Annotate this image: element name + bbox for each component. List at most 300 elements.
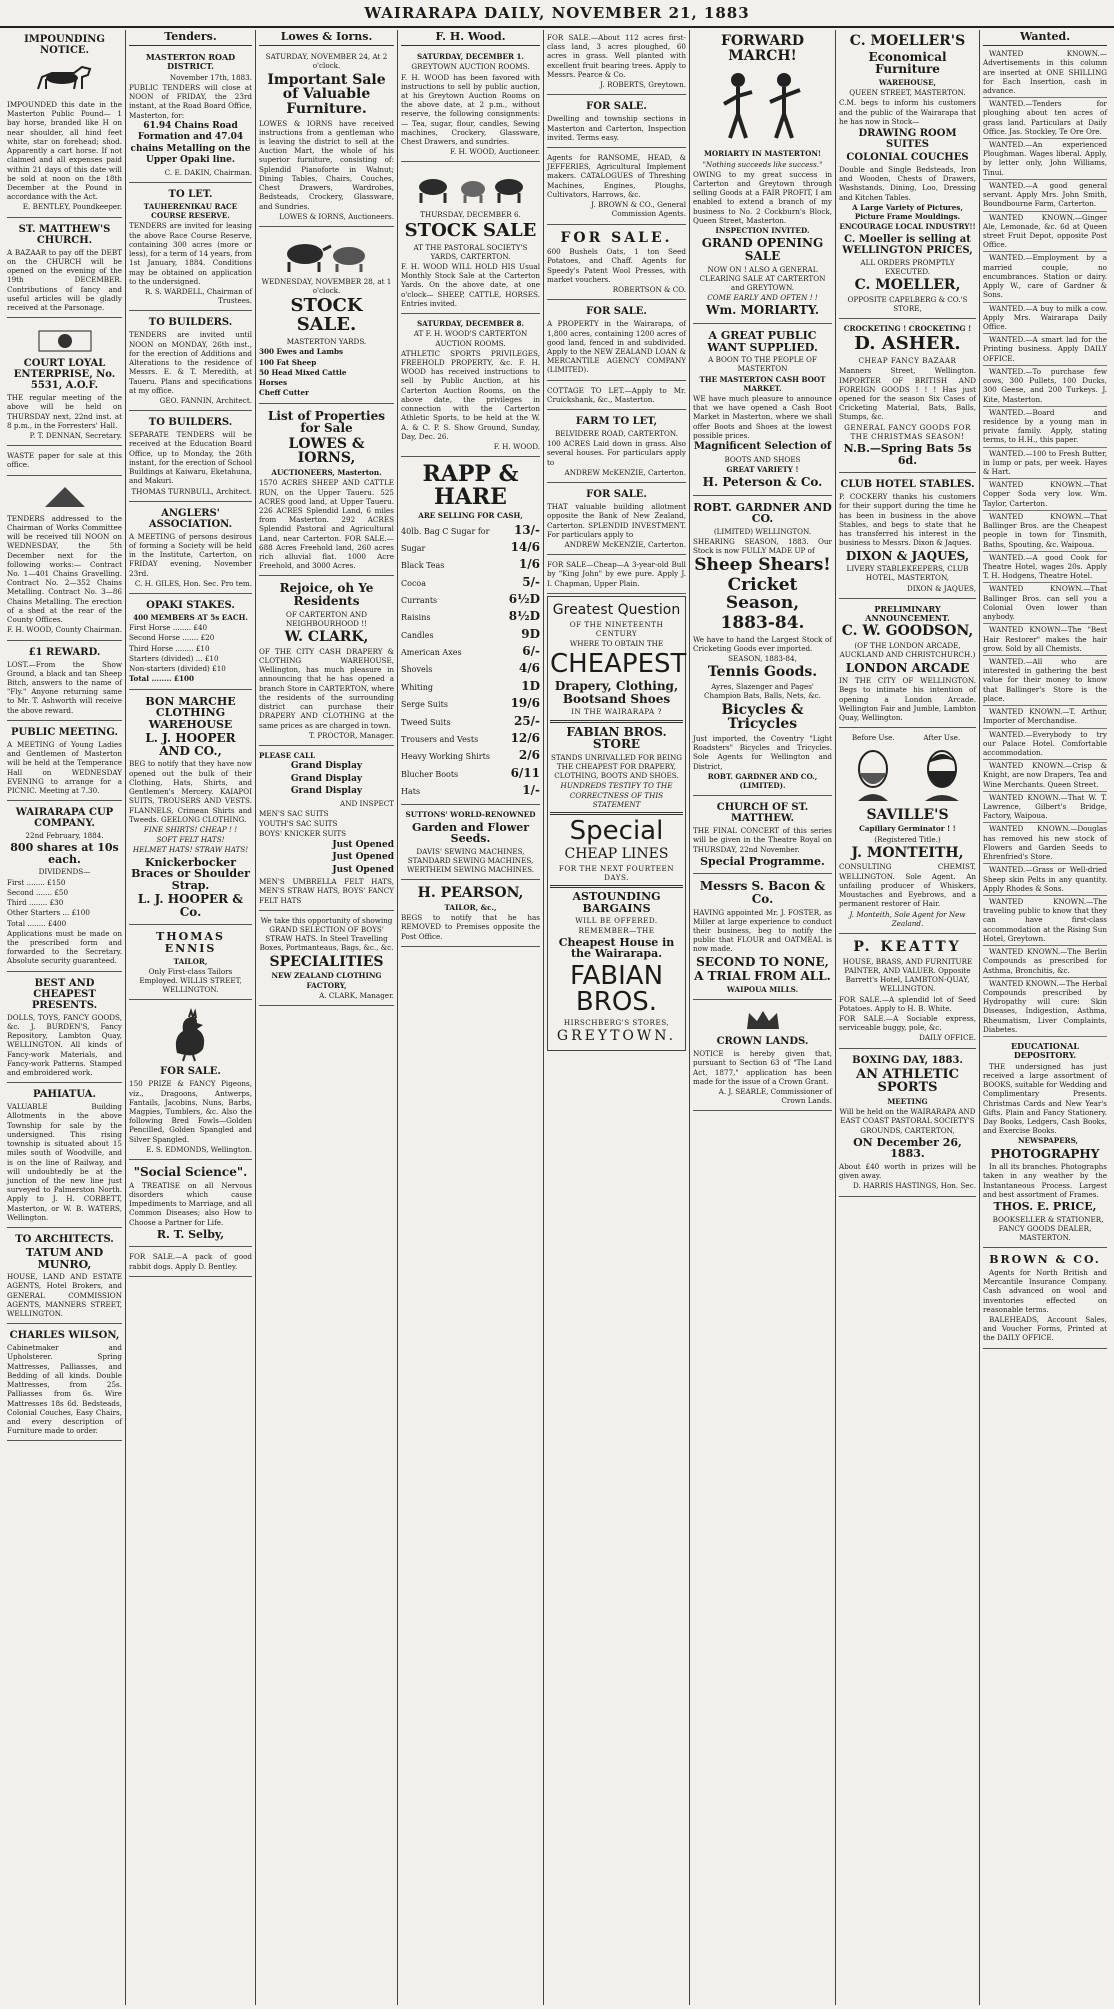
wanted-item: WANTED.—An experienced Ploughman. Wages liberal. Apply, by letter only, John Williams, Tinui. xyxy=(983,140,1107,180)
grocer-item-label: 40lb. Bag C Sugar for xyxy=(401,526,490,536)
ad-headline: DRAWING ROOM SUITES xyxy=(858,127,957,150)
grocer-item xyxy=(401,696,540,711)
ad-signature: T. PROCTOR, Manager. xyxy=(309,730,394,740)
ad-body: ENCOURAGE LOCAL INDUSTRY!! xyxy=(839,222,976,232)
wanted-item: WANTED.—Tenders for ploughing about ten acres of grass land. Particulars at Daily Office. Jas. Stockley, Te Ore Ore. xyxy=(983,99,1107,139)
ad-subtitle: A BOON TO THE PEOPLE OF MASTERTON xyxy=(708,355,817,374)
wanted-item: WANTED.—Employment by a married couple, no encumbrances. Station or dairy. Apply W., care of Gardner & Sons. xyxy=(983,253,1107,302)
ad-body: We have to hand the Largest Stock of Cricketing Goods ever imported. xyxy=(693,634,832,653)
ad-title: CROWN LANDS. xyxy=(716,1036,809,1048)
wanted-item: WANTED.—100 to Fresh Butter, in lump or pats, per week. Hayes & Hart. xyxy=(983,449,1107,480)
ad-body: CONSULTING CHEMIST, WELLINGTON. Sole Agent. An unfailing producer of Whiskers, Moustaches and Eyebrows, and a permanent restorer of Hair. xyxy=(839,862,976,909)
builders-tender-1 xyxy=(129,313,252,411)
ad-title: EDUCATIONAL DEPOSITORY. xyxy=(1011,1041,1079,1060)
ad-signature: C. H. GILES, Hon. Sec. Pro tem. xyxy=(134,578,252,588)
grocer-item-label: Blucher Boots xyxy=(401,769,459,779)
grocer-item-price: 6/- xyxy=(522,644,540,659)
ad-body: Double and Single Bedsteads, Iron and Wooden, Chests of Drawers, Washstands, Dining, Loo, Dressing and Kitchen Tables. xyxy=(839,164,976,202)
ad-headline: N.B.—Spring Bats 5s 6d. xyxy=(843,442,972,467)
grocer-item xyxy=(401,592,540,607)
ad-subtitle: HIRSCHBERG'S STORES, xyxy=(563,1017,670,1027)
ad-title: PLEASE CALL xyxy=(259,750,316,760)
ad-headline: Cheapest House in the Wairarapa. xyxy=(558,935,675,961)
ad-subtitle: DIVIDENDS— xyxy=(38,867,91,877)
ad-date: WEDNESDAY, NOVEMBER 28, at 1 o'clock. xyxy=(261,276,392,296)
ad-signature: C. E. DAKIN, Chairman. xyxy=(164,167,252,177)
implements-ad xyxy=(547,150,686,225)
ad-title: SUTTONS' WORLD-RENOWNED xyxy=(405,810,536,820)
prize-line: Non-starters (divided) £10 xyxy=(129,664,226,674)
ad-title: FOR SALE. xyxy=(586,489,647,501)
ad-body: HAVING appointed Mr. J. FOSTER, as Miller at large experience to conduct their business, beg to notify the public that FLOUR and OATMEAL is now made. xyxy=(693,907,832,954)
dividend-line: First ........ £150 xyxy=(7,877,66,887)
grocer-item xyxy=(401,557,540,572)
ad-subtitle: WAREHOUSE, xyxy=(878,77,937,87)
ad-headline: CHEAPEST xyxy=(550,649,687,680)
ad-subtitle: IN THE WAIRARAPA ? xyxy=(571,707,662,717)
grocer-item-price: 14/6 xyxy=(510,539,540,554)
ad-body: 100 ACRES Laid down in grass. Also several houses. For particulars apply to xyxy=(547,439,686,467)
ad-title: Important Sale of Valuable Furniture. xyxy=(267,71,386,117)
column-heading: F. H. Wood. xyxy=(401,30,540,46)
ad-title: WAIRARAPA CUP COMPANY. xyxy=(15,807,114,830)
ad-body: COME EARLY AND OFTEN ! ! xyxy=(707,293,818,303)
grocer-item-price: 19/6 xyxy=(510,696,540,711)
anglers-association xyxy=(129,504,252,594)
wood-sports-sale xyxy=(401,316,540,457)
ad-title: "Social Science". xyxy=(133,1165,248,1180)
ad-signature: J. Monteith, Sole Agent for New Zealand. xyxy=(849,909,966,928)
saville-ad xyxy=(839,730,976,934)
display-item: YOUTH'S SAC SUITS xyxy=(259,819,338,829)
ad-signature: D. HARRIS HASTINGS, Hon. Sec. xyxy=(853,1181,976,1191)
ad-quote: "Nothing succeeds like success." xyxy=(702,159,823,169)
wanted-item: WANTED KNOWN—The "Best Hair Restorer" makes the hair grow. Sold by all Chemists. xyxy=(983,625,1107,656)
wanted-item: WANTED.—Grass or Well-dried Sheep skin Pelts in any quantity. Apply Rhodes & Sons. xyxy=(983,865,1107,896)
ad-body: WILL BE OFFERED. REMEMBER—THE xyxy=(575,916,658,935)
ad-title: Greatest Question xyxy=(552,601,681,618)
grocer-item-label: Currants xyxy=(401,596,438,606)
wanted-item: WANTED KNOWN.—That W. T. Lawrence, Gilbert's Bridge, Factory, Waipoua. xyxy=(983,793,1107,824)
impounding-notice xyxy=(7,30,122,218)
ad-title: THOMAS ENNIS xyxy=(156,930,225,955)
ad-body: Dwelling and township sections in Masterton and Carterton, Inspection invited. Terms easy. xyxy=(547,114,686,142)
ad-title: FOR SALE. xyxy=(586,306,647,318)
ad-body: FOR SALE.—A splendid lot of Seed Potatoes. Apply to H. B. White. xyxy=(839,994,976,1013)
grocer-item-price: 13/- xyxy=(513,522,540,537)
moriarty-ad xyxy=(693,30,832,324)
ad-subtitle: (LIMITED) WELLINGTON. xyxy=(713,526,812,536)
grocer-item xyxy=(401,731,540,746)
ad-body: IN THE CITY OF WELLINGTON. Begs to intimate his intention of opening a London Arcade. Wellington Fair and Jumble, Lambton Quay, Wellington. xyxy=(839,676,976,722)
ad-body: LOWES & IORNS have received instructions from a gentleman who is leaving the district to sell at the Auction Mart, the whole of his superior furniture, consisting of: Splendid Pianoforte in Walnut; Dining Tables, Chairs, Couches, Chest Drawers, Wardrobes, Bedsteads, Crockery, Glassware, and Sundries. xyxy=(259,118,394,211)
ad-body: About £40 worth in prizes will be given away. xyxy=(839,1161,976,1181)
ad-body: We take this opportunity of showing GRAND SELECTION OF BOYS' STRAW HATS. In Steel Travelling Boxes, Portmanteaus, Bags, &c., &c. xyxy=(259,915,394,953)
cottage-let xyxy=(547,383,686,410)
ad-subtitle: GENERAL FANCY GOODS FOR THE CHRISTMAS SEASON! xyxy=(844,422,971,441)
grocer-item-price: 1/6 xyxy=(518,557,540,572)
ad-headline: LONDON ARCADE xyxy=(845,660,970,675)
ad-title: FOR SALE. xyxy=(560,229,673,246)
ad-signature: C. MOELLER, xyxy=(854,276,961,293)
farm-let xyxy=(547,412,686,483)
ad-body: FOR THE NEXT FOURTEEN DAYS. xyxy=(558,863,675,883)
grocer-item-price: 4/6 xyxy=(518,661,540,676)
ad-body: MEN'S UMBRELLA FELT HATS, MEN'S STRAW HATS, BOYS' FANCY FELT HATS xyxy=(259,877,394,905)
ad-body: TENDERS are invited until NOON on MONDAY, 26th inst., for the erection of Additions and Alterations to the residence of Messrs. E. & T. Meredith, at Taueru. Plans and specifications at my office. xyxy=(129,330,252,395)
ad-subtitle: AT THE PASTORAL SOCIETY'S YARDS, CARTERTON. xyxy=(413,242,528,261)
display-item: MEN'S SAC SUITS xyxy=(259,808,329,818)
wanted-item: WANTED KNOWN.—T. Arthur, Importer of Merchandise. xyxy=(983,707,1107,728)
ad-title: A GREAT PUBLIC WANT SUPPLIED. xyxy=(707,329,818,354)
ad-body: A TREATISE on all Nervous disorders which cause Impediments to Marriage, and all Common Diseases; also How to Choose a Partner for Life. xyxy=(129,1180,252,1227)
prize-line: Second Horse ....... £20 xyxy=(129,633,215,643)
ad-body: TENDERS addressed to the Chairman of Works Committee will be received till NOON on WEDNESDAY, the 5th December next for the following works:— Contract No. 1—401 Chains Gravelling. Contract No. 2—352 Chains Metalling. Contract No. 3—86 Chains Metalling. The erection of a shed at the rear of the County Offices. xyxy=(7,513,122,625)
ad-date: SATURDAY, NOVEMBER 24, At 2 o'clock. xyxy=(265,52,388,71)
ad-body: NOW ON ! ALSO A GENERAL CLEARING SALE AT CARTERTON and GREYTOWN. xyxy=(699,264,826,292)
rooster-icon xyxy=(163,1007,219,1063)
marching-figures-icon xyxy=(708,66,818,146)
goodson-ad xyxy=(839,601,976,728)
ad-subtitle: CROCKETING ! CROCKETING ! xyxy=(843,324,972,334)
ad-headline: ASTOUNDING BARGAINS xyxy=(572,890,661,915)
ad-subtitle: AT F. H. WOOD'S CARTERTON AUCTION ROOMS. xyxy=(413,329,528,348)
grocer-item-price: 25/- xyxy=(513,713,540,728)
livestock-icon xyxy=(411,169,531,207)
grand-display xyxy=(259,748,394,911)
wanted-item: WANTED KNOWN.—That Ballinger Bros. are the Cheapest people in town for Tinsmith, Baths, Spouting, &c. Waipoua. xyxy=(983,512,1107,552)
grocer-item-price: 9D xyxy=(521,626,540,641)
ad-signature: H. Peterson & Co. xyxy=(702,475,823,489)
wanted-item: WANTED KNOWN.—The traveling public to know that they can have first-class accommodation at the Rising Sun Hotel, Greytown. xyxy=(983,897,1107,946)
ad-title: BON MARCHE CLOTHING WAREHOUSE xyxy=(145,694,236,731)
ad-body: Just imported, the Coventry "Light Roadsters" Bicycles and Tricycles. Sole Agents for Wellington and District, xyxy=(693,733,832,771)
wanted-item: WANTED KNOWN.—The Berlin Compounds as prescribed for Asthma, Bronchitis, &c. xyxy=(983,947,1107,978)
ad-body: HOUSE, BRASS, AND FURNITURE PAINTER, AND VALUER. Opposite Barrett's Hotel, LAMBTON-QUAY, WELLINGTON. xyxy=(842,956,973,994)
ad-headline: SECOND TO NONE, xyxy=(696,954,829,969)
ad-body: DAVIS' SEWING MACHINES, STANDARD SEWING MACHINES, WERTHEIM SEWING MACHINES. xyxy=(406,846,535,875)
ad-signature: R. S. WARDELL, Chairman of Trustees. xyxy=(144,287,252,306)
ad-title: STOCK SALE xyxy=(404,219,537,241)
page-title: WAIRARAPA DAILY, NOVEMBER 21, 1883 xyxy=(364,4,750,22)
ad-title: TO BUILDERS. xyxy=(148,417,233,429)
ad-line: SOFT FELT HATS! xyxy=(156,835,225,845)
ad-title: £1 REWARD. xyxy=(28,646,101,658)
ad-subtitle: INSPECTION INVITED. xyxy=(715,226,810,236)
ad-body: SEPARATE TENDERS will be received at the Education Board Office, up to Monday, the 26th instant, for the erection of School Buildings at Kaiwaru, Eketahuna, and Makuri. xyxy=(129,430,252,486)
ad-signature: ROBT. GARDNER AND CO., (LIMITED). xyxy=(707,771,818,790)
wanted-list xyxy=(983,49,1107,1037)
ad-subtitle: CHEAP FANCY BAZAAR xyxy=(858,356,957,366)
ad-signature: ANDREW McKENZIE, Carterton. xyxy=(564,540,686,549)
ad-body: THE undersigned has just received a large assortment of BOOKS, suitable for Wedding and Complimentary Presents. Christmas Cards and New Year's Gifts. Plain and Fancy Stationery. Day Books, Ledgers, Cash Books, and Exercise Books. xyxy=(983,1061,1107,1136)
wilson-ad xyxy=(7,1326,122,1441)
ad-title: TO LET. xyxy=(168,189,213,201)
ad-body: 600 Bushels Oats, 1 ton Seed Potatoes, and Chaff. Agents for Speedy's Patent Wool Presses, with market vouchers. xyxy=(547,247,686,284)
ad-subtitle: MEETING xyxy=(887,1096,928,1106)
stock-sale-masterton xyxy=(259,229,394,404)
st-matthew-concert xyxy=(693,798,832,874)
ad-body: C.M. begs to inform his customers and the public of the Wairarapa that he has now in Stock— xyxy=(839,98,976,126)
ad-headline: Knickerbocker Braces or Shoulder Strap. xyxy=(131,855,250,892)
property-sale xyxy=(547,302,686,380)
bearded-man-icon xyxy=(917,743,967,803)
pahiatua-ad xyxy=(7,1085,122,1228)
rabbit-dogs-ad xyxy=(129,1249,252,1276)
ad-title: BOXING DAY, 1883. xyxy=(852,1054,963,1066)
ad-title: OPAKI STAKES. xyxy=(146,600,235,612)
wood-auction xyxy=(401,49,540,162)
ad-signature: DIXON & JAQUES, xyxy=(907,583,976,593)
ad-title: STOCK SALE. xyxy=(290,295,363,336)
ad-line: FINE SHIRTS! CHEAP ! ! xyxy=(143,824,238,834)
grocer-item-label: Black Teas xyxy=(401,561,445,571)
wanted-item: WANTED KNOWN.—That Ballinger Bros. can sell you a Colonial Oven lower than anybody. xyxy=(983,584,1107,624)
grocer-item xyxy=(401,661,540,676)
ad-title: List of Properties for Sale xyxy=(267,408,385,436)
grocer-item xyxy=(401,523,540,538)
wanted-item: WANTED.—Everybody to try our Palace Hotel. Comfortable accommodation. xyxy=(983,730,1107,761)
ad-subtitle: OF CARTERTON AND NEIGHBOURHOOD !! xyxy=(285,609,368,628)
ad-body: FOR SALE.—A Sociable express, serviceable buggy, pole, &c. xyxy=(839,1013,976,1033)
ad-title: CHARLES WILSON, xyxy=(9,1330,120,1342)
grocer-item xyxy=(401,714,540,729)
court-loyal xyxy=(7,320,122,446)
ad-subtitle: TAILOR, xyxy=(173,956,208,966)
ad-body: ALL ORDERS PROMPTLY EXECUTED. xyxy=(860,257,955,276)
ad-date: SATURDAY, DECEMBER 8. xyxy=(416,319,525,329)
grocer-item-label: Sugar xyxy=(401,543,426,553)
ad-body: STANDS UNRIVALLED FOR BEING THE CHEAPEST FOR DRAPERY, CLOTHING, BOOTS AND SHOES. xyxy=(550,752,683,781)
grocer-price-list xyxy=(401,523,540,799)
grocer-item-label: Tweed Suits xyxy=(401,717,451,727)
brown-co-ad xyxy=(983,1250,1107,1348)
ad-date: November 17th, 1883. xyxy=(169,72,252,82)
ad-title: FARM TO LET, xyxy=(575,416,658,428)
ad-line: HELMET HATS! STRAW HATS! xyxy=(132,845,249,855)
wanted-item: WANTED.—A good Cook for Theatre Hotel, wages 20s. Apply T. H. Hodgens, Theatre Hotel. xyxy=(983,553,1107,584)
pearson-tailor xyxy=(401,882,540,947)
ad-signature: THOS. E. PRICE, xyxy=(993,1200,1097,1214)
ad-headline: 800 shares at 10s each. xyxy=(10,841,119,866)
stock-item: 50 Head Mixed Cattle xyxy=(259,367,347,377)
just-opened: Just Opened xyxy=(332,852,394,863)
ad-subtitle: GREAT VARIETY ! xyxy=(726,464,799,474)
crest-icon xyxy=(35,483,95,511)
masthead xyxy=(0,0,1114,28)
ad-title: ST. MATTHEW'S CHURCH. xyxy=(18,223,111,246)
ad-subtitle: TAUHERENIKAU RACE COURSE RESERVE. xyxy=(143,202,238,221)
ad-caption: MORIARTY IN MASTERTON! xyxy=(703,149,822,159)
ad-title: TO BUILDERS. xyxy=(148,317,233,329)
column-6 xyxy=(690,30,836,2005)
ad-title: RAPP & HARE xyxy=(422,461,519,511)
furniture-sale xyxy=(259,49,394,227)
ad-subtitle: OF THE NINETEENTH CENTURY xyxy=(569,619,664,638)
column-7 xyxy=(836,30,980,2005)
cup-company xyxy=(7,803,122,972)
ad-headline: Special xyxy=(569,816,664,847)
ad-headline: NEW ZEALAND CLOTHING FACTORY, xyxy=(271,971,382,990)
ad-headline: FABIAN BROS. STORE xyxy=(566,724,667,752)
ad-headline: DIXON & JAQUES, xyxy=(845,548,970,563)
road-district-tender xyxy=(129,49,252,183)
ad-title: FOR SALE. xyxy=(586,101,647,113)
bald-man-icon xyxy=(848,743,898,803)
ad-date: THURSDAY, DECEMBER 6. xyxy=(420,210,521,220)
ad-subtitle: NEWSPAPERS, xyxy=(1017,1136,1079,1146)
social-science-ad xyxy=(129,1162,252,1247)
column-3 xyxy=(256,30,398,2005)
ad-title: SPECIALITIES xyxy=(269,953,384,970)
keatty-ad xyxy=(839,936,976,1049)
horse-icon xyxy=(30,59,100,97)
ad-body: F. H. WOOD WILL HOLD HIS Usual Monthly Stock Sale at the Carterton Yards. On the above date, at one o'clock— SHEEP, CATTLE, HORSES. Entries invited. xyxy=(401,262,540,308)
ad-subtitle: TAILOR, &c., xyxy=(444,903,497,912)
ad-subtitle: WAIPOUA MILLS. xyxy=(726,984,799,994)
just-opened: Just Opened xyxy=(332,839,394,850)
column-heading: Wanted. xyxy=(983,30,1107,46)
ad-address: OPPOSITE CAPELBERG & CO.'S STORE, xyxy=(847,294,968,313)
ad-body: DOLLS, TOYS, FANCY GOODS, &c. J. BURDEN'S, Fancy Repository, Lambton Quay, WELLINGTON. All kinds of Fancy-work Materials, and Fancy-work Patterns. Stamped and embroidered work. xyxy=(7,1012,122,1077)
bull-sale xyxy=(547,557,686,594)
ad-title: ROBT. GARDNER AND CO. xyxy=(693,500,832,526)
ad-body: A Large Variety of Pictures, Picture Frame Mouldings. xyxy=(852,202,963,222)
ad-title: PAHIATUA. xyxy=(33,1089,96,1101)
ad-headline: 61.94 Chains Road Formation and 47.04 chains Metalling on the Upper Opaki line. xyxy=(130,120,251,166)
ad-signature: A. J. SEARLE, Commissioner of Crown Lands. xyxy=(718,1086,832,1106)
ad-title: Rejoice, oh Ye Residents xyxy=(279,581,374,609)
grocer-item xyxy=(401,575,540,590)
column-heading: Lowes & Iorns. xyxy=(259,30,394,46)
ad-signature: ROBERTSON & CO. xyxy=(612,285,686,295)
ad-headline: J. MONTEITH, xyxy=(851,844,964,861)
ad-title: IMPOUNDING NOTICE. xyxy=(24,34,105,56)
prize-total: Total ........ £100 xyxy=(129,674,195,684)
ad-subtitle: 400 MEMBERS AT 5s EACH. xyxy=(133,613,248,623)
dividend-line: Other Starters ... £100 xyxy=(7,908,90,918)
portrait-caption: After Use. xyxy=(923,733,961,743)
oats-sale xyxy=(547,227,686,301)
grocer-item xyxy=(401,644,540,659)
grocer-item-price: 2/6 xyxy=(518,748,540,763)
ad-headline: A TRIAL FROM ALL. xyxy=(694,969,831,984)
dividend-line: Second ....... £50 xyxy=(7,887,69,897)
portrait-caption: Before Use. xyxy=(851,733,895,743)
ad-body: Agents for North British and Mercantile Insurance Company. Cash advanced on wool and inventories effected on reasonable terms. xyxy=(983,1267,1107,1314)
ad-subtitle: Capillary Germinator ! ! xyxy=(859,824,956,834)
grocer-item-label: Candles xyxy=(401,630,434,640)
ad-signature: F. H. WOOD, Auctioneer. xyxy=(450,147,540,157)
ad-subtitle: AND INSPECT xyxy=(340,798,394,808)
ad-body: Manners Street, Wellington. IMPORTER OF BRITISH AND FOREIGN GOODS ! ! ! Has just opened for the season Six Cases of Cricketing Material, Bats, Balls, Stumps, &c. xyxy=(839,366,976,422)
ad-subtitle: BOOKSELLER & STATIONER, FANCY GOODS DEALER, MASTERTON. xyxy=(992,1214,1104,1243)
stock-item: 100 Fat Sheep xyxy=(259,357,317,367)
ad-body: TENDERS are invited for leasing the above Race Course Reserve, containing 300 acres (more or less), for a term of 14 years, from 1st January, 1884. Conditions may be obtained on application to the undersigned. xyxy=(129,221,252,286)
ad-body: THAT valuable building allotment opposite the Bank of New Zealand, Carterton. SPLENDID INVESTMENT. For particulars apply to xyxy=(547,502,686,539)
grocer-item-label: Trousers and Vests xyxy=(401,734,479,744)
grocer-item xyxy=(401,679,540,694)
ad-body: 150 PRIZE & FANCY Pigeons, viz., Dragoons, Antwerps, Fantails, Jacobins, Nuns, Barbs, Magpies, Tumblers, &c. Also the following Bred Fowls—Golden Pencilled, Golden Spangled and Silver Spangled. xyxy=(129,1079,252,1144)
clark-drapery xyxy=(259,578,394,746)
bon-marche-ad xyxy=(129,692,252,926)
grocer-item-label: Raisins xyxy=(401,613,431,623)
ad-signature: J. BROWN & CO., General Commission Agents. xyxy=(591,200,686,219)
ad-title: C. MOELLER'S xyxy=(849,33,966,49)
opaki-stakes xyxy=(129,596,252,690)
ad-body: F. H. WOOD has been favored with instructions to sell by public auction, at his Greytown Auction Rooms on the above date, at 2 p.m., without reserve, the following consignments:— Tea, sugar, flour, candles, Sewing machines, Crockery, Glassware, Chest Drawers, and sundries. xyxy=(401,72,540,147)
ad-body: A PROPERTY in the Wairarapa, of 1,800 acres, containing 1200 acres of good land, fenced in and subdivided. Apply to the NEW ZEALAND LOAN & MERCANTILE AGENCY COMPANY (LIMITED). xyxy=(547,319,686,375)
grocer-item-price: 1/- xyxy=(522,782,540,797)
wanted-item: WANTED KNOWN.—The Herbal Compounds prescribed by Hydropathy will cure: Skin Diseases, Indigestion, Asthma, Rheumatism, Liver Complaints, Diabetes. xyxy=(983,979,1107,1037)
ad-signature: P. T. DENNAN, Secretary. xyxy=(29,431,122,441)
ad-body: OF THE CITY CASH DRAPERY & CLOTHING WAREHOUSE, Wellington, has much pleasure in announcing that he has opened a branch Store in CARTERTON, where the residents of the surrounding district can purchase their DRAPERY AND CLOTHING at the same prices as are charged in town. xyxy=(259,646,394,730)
stock-item: 300 Ewes and Lambs xyxy=(259,347,344,357)
ad-subtitle: MASTERTON YARDS. xyxy=(286,337,367,347)
fabian-bros-ad xyxy=(547,596,686,1051)
ad-title: CLUB HOTEL STABLES. xyxy=(840,479,975,491)
ad-signature: F. H. WOOD. xyxy=(493,441,540,451)
ad-subtitle: (OF THE LONDON ARCADE, AUCKLAND AND CHRISTCHURCH.) xyxy=(839,641,976,660)
ad-signature: F. H. WOOD, County Chairman. xyxy=(7,625,123,635)
ad-headline: COLONIAL COUCHES xyxy=(846,151,969,163)
wanted-item: WANTED KNOWN.—Douglas has removed his new stock of Flowers and Garden Seeds to Ehrenfried's Store. xyxy=(983,824,1107,864)
ad-title: FOR SALE. xyxy=(160,1066,221,1078)
wanted-item: WANTED.—All who are interested in gathering the best value for their money to know that Ballinger's Store is the place. xyxy=(983,657,1107,706)
ad-title: PUBLIC MEETING. xyxy=(10,726,119,738)
grocer-item-label: Cocoa xyxy=(401,578,427,588)
ad-headline: GREYTOWN. xyxy=(556,1028,677,1045)
ad-headline: Garden and Flower Seeds. xyxy=(411,820,530,846)
bacon-mills-ad xyxy=(693,876,832,1000)
ad-body: Applications must be made on the prescribed form and forwarded to the Secretary. Absolute security guaranteed. xyxy=(7,928,122,966)
ad-body: ATHLETIC SPORTS PRIVILEGES, FREEHOLD PROPERTY, &c. F. H. WOOD has received instructions to sell by Public Auction, at his Carterton Auction Rooms, on the above date, the privileges in connection with the Carterton Athletic Sports, to be held at the W. A. & C. P. S. Show Ground, Sunday, Day, Dec. 26. xyxy=(401,348,540,441)
display-line: Grand Display xyxy=(290,761,363,772)
wood-stock-sale xyxy=(401,164,540,314)
ad-body: A MEETING of persons desirous of forming a Society will be held in the Institute, Carterton, on FRIDAY evening, November 23rd. xyxy=(129,531,252,578)
ad-body: THE regular meeting of the above will be held on THURSDAY next, 22nd inst. at 8 p.m., in the Forresters' Hall. xyxy=(7,393,122,430)
ad-body: Only First-class Tailors Employed. WILLIS STREET, WELLINGTON. xyxy=(139,966,242,995)
ad-body: HUNDREDS TESTIFY TO THE CORRECTNESS OF THIS STATEMENT xyxy=(560,781,673,809)
ad-body: FOR SALE—Cheap—A 3-year-old Bull by "King John" by ewe pure. Apply J. I. Chapman, Upper Plain. xyxy=(547,560,686,588)
ad-body: OWING to my great success in Carterton and Greytown through selling Goods at a FAIR PROFIT, I am enabled to extend a branch of my business to No. 2 Cockburn's Block, Queen Street, Masterton. xyxy=(693,169,832,225)
ad-body: Cabinetmaker and Upholsterer. Spring Mattresses, Palliasses, and Bedding of all kinds. Double Mattresses, from 25s. Palliasses from 6s. Wire Mattresses 18s 6d. Bedsteads, Colonial Couches, Easy Chairs, and every description of Furniture made to order. xyxy=(7,1343,122,1436)
ad-body: WASTE paper for sale at this office. xyxy=(7,451,122,470)
grocer-item-price: 6/11 xyxy=(510,765,540,780)
wanted-item: WANTED.—A smart lad for the Printing business. Apply DAILY OFFICE. xyxy=(983,335,1107,366)
ad-date: SATURDAY, DECEMBER 1. xyxy=(416,52,525,62)
grocer-item-label: Whiting xyxy=(401,682,433,692)
ad-subtitle: ARE SELLING FOR CASH, xyxy=(418,511,523,521)
ad-headline: W. CLARK, xyxy=(284,629,369,646)
ad-body: BEGS to notify that he has REMOVED to Premises opposite the Post Office. xyxy=(401,913,540,941)
ad-headline: Magnificent Selection of xyxy=(693,441,832,453)
prize-line: Starters (divided) ... £10 xyxy=(129,653,219,663)
wanted-item: WANTED KNOWN.—Crisp & Knight, are now Drapers, Tea and Wine Merchants. Queen Street. xyxy=(983,761,1107,792)
grocer-item xyxy=(401,540,540,555)
wanted-item: WANTED.—A good general servant. Apply Mrs. John Smith, Boundbourne Farm, Carterton. xyxy=(983,181,1107,212)
grocer-item-label: Shovels xyxy=(401,665,433,675)
grocer-item xyxy=(401,783,540,798)
ad-headline: LOWES & IORNS, xyxy=(288,435,365,467)
just-opened: Just Opened xyxy=(332,864,394,875)
grocer-item-price: 5/- xyxy=(522,574,540,589)
ad-signature: J. ROBERTS, Greytown. xyxy=(600,80,686,90)
ad-body: VALUABLE Building Allotments in the above Township for sale by the undersigned. This rising township is situated about 15 miles south of Woodville, and is on the line of Railway, and will undoubtedly be at the junction of the new line just surveyed to Palmerston North. Apply to J. H. CORBETT, Masterton, or W. B. WATERS, Wellington. xyxy=(7,1102,122,1222)
crown-lands xyxy=(693,1002,832,1111)
ad-subtitle: LIVERY STABLEKEEPERS, CLUB HOTEL, MASTERTON, xyxy=(846,564,969,583)
ad-headline: 1883-84. xyxy=(720,612,805,633)
